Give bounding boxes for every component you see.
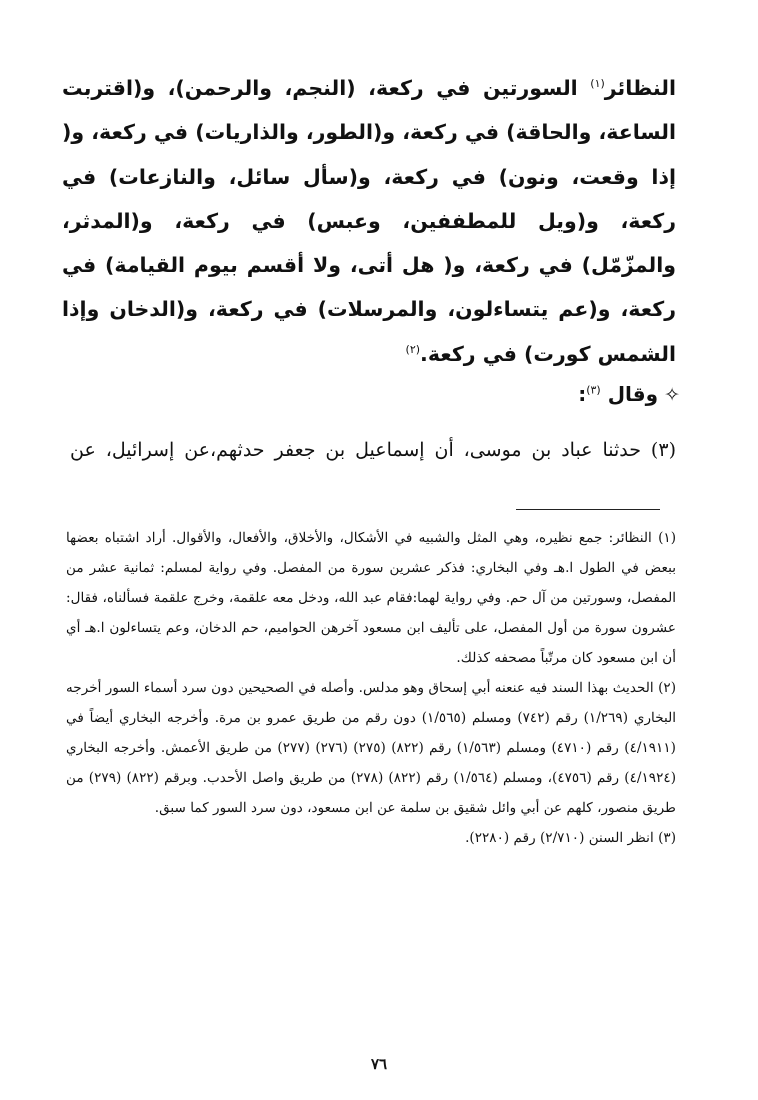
star-ornament-icon: ✧ (664, 384, 680, 406)
footnote-text: النظائر: جمع نظيره، وهي المثل والشبيه في الأشكال، والأخلاق، والأفعال، والأقوال. أراد اشتباه بعضها ببعض في الطول ا.هـ وفي البخاري: فذكر عشرين سورة من المفصل. وفي رواية لمسلم: ثمانية عشر من المفصل، وسورتين من آل حم. وفي رواية لهما:فقام عبد الله، ودخل معه علقمة، وخرج علقمة فسألناه، فقال: عشرون سورة من أول المفصل، على تأليف ابن مسعود آخرهن الحواميم، حم الدخان، وعم يتساءلون ا.هـ أي أن ابن مسعود كان مرتّباً مصحفه كذلك. (66, 530, 676, 666)
footnote-number: (٢) (658, 680, 676, 696)
section-heading (578, 374, 680, 415)
footnote-number: (١) (658, 530, 676, 546)
footnote-text: انظر السنن (٢/٧١٠) رقم (٢٢٨٠). (465, 830, 654, 846)
footnote-divider (516, 509, 660, 510)
footnote-ref-2[interactable]: (٢) (405, 342, 421, 356)
footnote-number: (٣) (658, 830, 676, 846)
footnote-ref-3[interactable]: (٣) (586, 383, 601, 397)
footnote-3 (66, 823, 676, 853)
page-number: ٧٦ (370, 1055, 388, 1073)
heading-colon: : (578, 382, 587, 406)
hadith-text: (٣) حدثنا عباد بن موسى، أن إسماعيل بن جعفر حدثهم،عن إسرائيل، عن (70, 439, 676, 461)
main-text-part1: النظائر (604, 76, 676, 100)
main-text-paragraph (62, 66, 676, 376)
main-text-part2: السورتين في ركعة، (النجم، والرحمن)، و(اقتربت الساعة، والحاقة) في ركعة، و(الطور، والذاريات) في ركعة، و( إذا وقعت، ونون) في ركعة، و(سأل سائل، والنازعات) في ركعة، و(ويل للمطففين، وعبس) في ركعة، و(المدثر، والمزّمّل) في ركعة، و( هل أتى، ولا أقسم بيوم القيامة) في ركعة، و(عم يتساءلون، والمرسلات) في ركعة، و(الدخان وإذا الشمس كورت) في ركعة. (62, 76, 676, 366)
footnote-2 (66, 673, 676, 823)
footnote-text: الحديث بهذا السند فيه عنعنه أبي إسحاق وهو مدلس. وأصله في الصحيحين دون سرد أسماء السور أخرجه البخاري (١/٢٦٩) رقم (٧٤٢) ومسلم (١/٥٦٥) دون رقم من طريق عمرو بن مرة. وأخرجه البخاري أيضاً في (٤/١٩١١) رقم (٤٧١٠) ومسلم (١/٥٦٣) رقم (٨٢٢) (٢٧٥) (٢٧٦) (٢٧٧) من طريق الأعمش. وأخرجه البخاري (٤/١٩٢٤) رقم (٤٧٥٦)، ومسلم (١/٥٦٤) رقم (٨٢٢) (٢٧٨) من طريق واصل الأحدب. وبرقم (٨٢٢) (٢٧٩) من طريق منصور، كلهم عن أبي وائل شقيق بن سلمة عن ابن مسعود، دون سرد السور كما سبق. (66, 680, 676, 816)
footnote-ref-1[interactable]: (١) (590, 77, 605, 91)
footnote-1 (66, 523, 676, 673)
heading-text: وقال (607, 382, 659, 406)
footnotes-section (66, 523, 676, 853)
